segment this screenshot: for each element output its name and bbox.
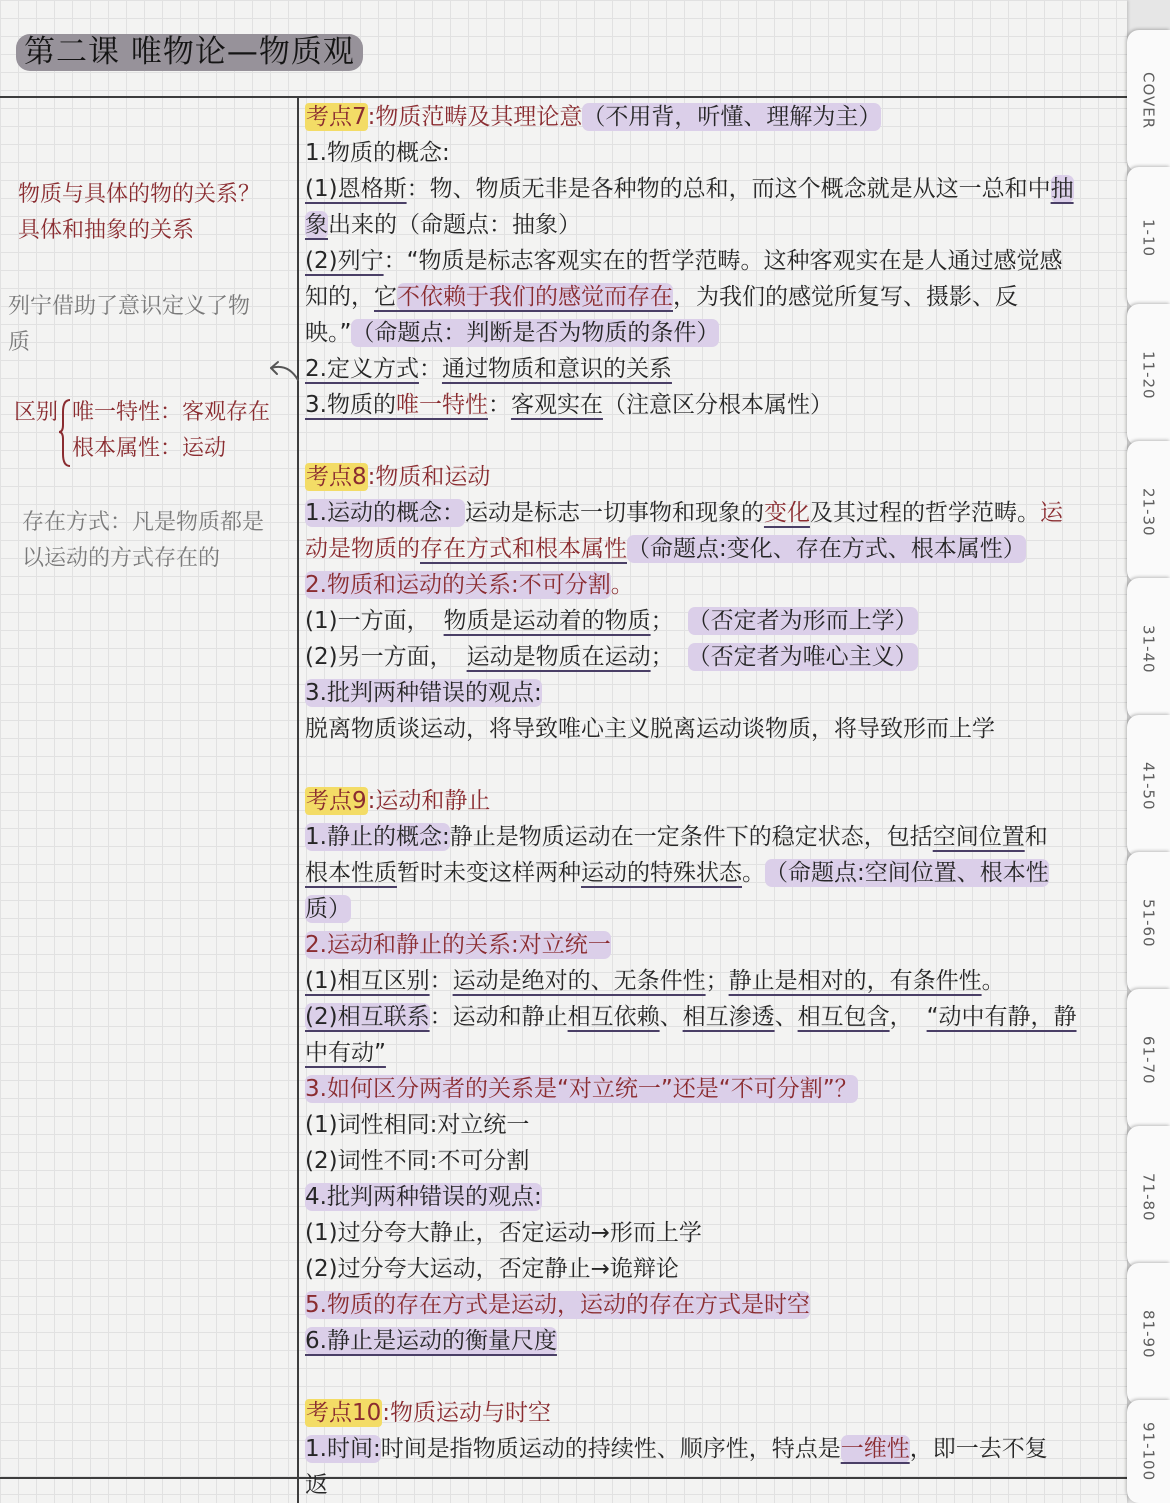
line-text: ：“物质是标志客观实在的哲学范畴。这种客观实在是人通过感觉感 [383, 248, 1063, 274]
note-line [305, 243, 1120, 279]
topic-title: :物质运动与时空 [382, 1400, 552, 1426]
proposition-note: （命题点：判断是否为物质的条件） [351, 320, 720, 346]
section-heading [305, 459, 1120, 495]
key-point: 3.如何区分两者的关系是“对立统一”还是“不可分割”？ [305, 1076, 858, 1102]
proposition-note: （否定者为形而上学） [687, 608, 918, 634]
note-line [305, 711, 1120, 747]
item-label: 1.时间: [305, 1436, 381, 1462]
item-label: 3.物质的 [305, 392, 396, 418]
line-text: ，为我们的感觉所复写、摄影、反 [673, 284, 1018, 310]
line-text: (2)过分夸大运动，否定静止→诡辩论 [305, 1256, 679, 1282]
key-term: 存在方式和根本属性 [420, 536, 627, 562]
item-label: 1.运动的概念： [305, 500, 465, 526]
note-line [305, 1251, 1120, 1287]
note-line [305, 279, 1120, 315]
line-text: 时间是指物质运动的持续性、顺序性，特点是 [380, 1436, 841, 1462]
note-line [305, 819, 1120, 855]
note-line [305, 639, 1120, 675]
key-term: 通过物质和意识的关系 [441, 356, 672, 382]
key-term: 变化 [763, 500, 810, 526]
section-heading [305, 99, 1120, 135]
tab-label: 1-10 [1139, 218, 1158, 258]
line-text: 。 [610, 572, 634, 598]
margin-note-lenin [8, 289, 250, 361]
topic-title: :运动和静止 [367, 788, 491, 814]
tab-label: 21-30 [1139, 487, 1158, 537]
topic-tag: 考点7 [306, 104, 367, 130]
item-label: 3.批判两种错误的观点: [305, 680, 542, 706]
item-label: 4.批判两种错误的观点: [305, 1184, 542, 1210]
tab-31-40[interactable] [1127, 578, 1170, 720]
item-label: (2)列宁 [305, 248, 384, 274]
tab-41-50[interactable] [1127, 715, 1170, 857]
tab-label: 11-20 [1139, 350, 1158, 400]
line-text: ，即一去不复 [909, 1436, 1048, 1462]
note-line [305, 1107, 1120, 1143]
brace-icon [58, 398, 72, 468]
line-text: ； [705, 968, 729, 994]
margin-note-difference-items [72, 395, 270, 467]
line-text: 和 [1024, 824, 1048, 850]
line-text: ：运动和静止 [429, 1004, 568, 1030]
line-text: 、 [659, 1004, 683, 1030]
line-text: 映。” [305, 320, 352, 346]
note-line [305, 1035, 1120, 1071]
line-text: 出来的（命题点：抽象） [328, 212, 581, 238]
tab-label: 91-100 [1139, 1421, 1158, 1482]
margin-note-relation [18, 177, 260, 249]
key-term: 一维性 [840, 1436, 910, 1462]
tab-71-80[interactable] [1127, 1126, 1170, 1268]
blank-line [305, 423, 1120, 459]
section-heading [305, 783, 1120, 819]
proposition-note: 质） [305, 896, 351, 922]
tab-label: 61-70 [1139, 1035, 1158, 1085]
note-line [305, 351, 1120, 387]
tab-label: 31-40 [1139, 624, 1158, 674]
line-text: (1)词性相同:对立统一 [305, 1112, 530, 1138]
tab-51-60[interactable] [1127, 852, 1170, 994]
key-term: 象 [305, 212, 328, 238]
margin-note-line: 存在方式：凡是物质都是 [22, 510, 265, 535]
margin-note-line: 质 [8, 330, 31, 355]
margin-note-existence [22, 505, 264, 577]
key-term: 空间位置 [932, 824, 1025, 850]
key-term: 抽 [1050, 176, 1074, 202]
key-point: 2.物质和运动的关系:不可分割 [305, 572, 611, 598]
line-text: ： [429, 968, 453, 994]
key-term: 运动的特殊状态 [581, 860, 742, 886]
line-text: 静止是物质运动在一定条件下的稳定状态，包括 [449, 824, 933, 850]
margin-note-line: 物质与具体的物的关系？ [18, 182, 261, 207]
line-text: ：物、物质无非是各种物的总和，而这个概念就是从这一总和中 [406, 176, 1051, 202]
line-text: 及其过程的哲学范畴。 [809, 500, 1040, 526]
tab-cover[interactable] [1127, 30, 1170, 172]
page-title: 第二课 唯物论—物质观 [16, 34, 363, 71]
note-line [305, 999, 1120, 1035]
topic-tag: 考点8 [306, 464, 367, 490]
topic-title: :物质和运动 [367, 464, 491, 490]
note-line [305, 495, 1120, 531]
topic-title: :物质范畴及其理论意 [367, 104, 583, 130]
tab-11-20[interactable] [1127, 304, 1170, 446]
margin-note-line: 根本属性：运动 [72, 436, 227, 461]
line-text: 暂时未变这样两种 [397, 860, 581, 886]
curved-arrow-icon [266, 360, 300, 384]
margin-note-line: 具体和抽象的关系 [18, 218, 195, 243]
key-term: 运动是物质在运动 [466, 644, 651, 670]
key-term: 运 [1039, 500, 1063, 526]
note-line [305, 1179, 1120, 1215]
note-line [305, 1143, 1120, 1179]
tab-label: 41-50 [1139, 761, 1158, 811]
note-line [305, 1071, 1120, 1107]
section-heading [305, 1395, 1120, 1431]
margin-note-label: 区别 [14, 400, 59, 425]
margin-note-line: 以运动的方式存在的 [22, 546, 221, 571]
note-line [305, 387, 1120, 423]
key-term: 唯一特性 [395, 392, 488, 418]
note-line [305, 1323, 1120, 1359]
tab-1-10[interactable] [1127, 167, 1170, 309]
margin-note-line: 唯一特性：客观存在 [72, 400, 271, 425]
item-label: (1)恩格斯 [305, 176, 407, 202]
proposition-note: （否定者为唯心主义） [687, 644, 918, 670]
tab-label: 51-60 [1139, 898, 1158, 948]
key-term: “动中有静，静 [926, 1004, 1077, 1030]
item-label: (2)相互联系 [305, 1004, 430, 1030]
key-term: 根本性质 [305, 860, 397, 886]
margin-divider [297, 97, 299, 1503]
item-label: 2.定义方式 [305, 356, 419, 382]
tab-label: COVER [1139, 72, 1158, 130]
tab-label: 81-90 [1139, 1309, 1158, 1359]
line-text: 。 [742, 860, 765, 886]
key-term: 客观实在 [510, 392, 603, 418]
line-text: (2)词性不同:不可分割 [305, 1148, 530, 1174]
note-line [305, 135, 1120, 171]
key-term: 静止是相对的，有条件性 [728, 968, 982, 994]
key-term: 不依赖于我们的感觉而存在 [397, 284, 673, 310]
line-text: （注意区分根本属性） [602, 392, 833, 418]
line-text: ， [889, 1004, 913, 1030]
key-term: 相互包含 [797, 1004, 890, 1030]
note-line [305, 567, 1120, 603]
line-text: ； [650, 608, 674, 634]
note-line [305, 1287, 1120, 1323]
topic-tag: 考点10 [306, 1400, 382, 1426]
tab-61-70[interactable] [1127, 989, 1170, 1131]
line-text: 1.物质的概念: [305, 140, 450, 166]
proposition-note: （命题点:变化、存在方式、根本属性） [627, 536, 1026, 562]
note-line [305, 315, 1120, 351]
key-term: 动是物质的 [305, 536, 420, 562]
line-text: ： [487, 392, 511, 418]
tab-21-30[interactable] [1127, 441, 1170, 583]
margin-note-line: 列宁借助了意识定义了物 [8, 294, 251, 319]
item-label: (1)相互区别 [305, 968, 430, 994]
item-label: 1.静止的概念: [305, 824, 450, 850]
note-line [305, 531, 1120, 567]
line-text: ； [650, 644, 674, 670]
line-text: (1)过分夸大静止，否定运动→形而上学 [305, 1220, 702, 1246]
key-term: 相互渗透 [682, 1004, 775, 1030]
note-line [305, 1431, 1120, 1467]
key-term: 运动是绝对的、无条件性 [452, 968, 706, 994]
tab-label: 71-80 [1139, 1172, 1158, 1222]
note-line [305, 963, 1120, 999]
note-line [305, 1215, 1120, 1251]
line-text: ： [418, 356, 442, 382]
topic-tag: 考点9 [306, 788, 367, 814]
note-line [305, 207, 1120, 243]
tab-81-90[interactable] [1127, 1263, 1170, 1405]
margin-note-difference [14, 395, 58, 431]
blank-line [305, 1359, 1120, 1395]
note-line [305, 1467, 1120, 1503]
note-line [305, 927, 1120, 963]
key-term: 相互依赖 [567, 1004, 660, 1030]
header-divider [0, 96, 1127, 98]
note-line [305, 603, 1120, 639]
line-text: 知的， [305, 284, 374, 310]
line-text: 它 [374, 284, 397, 310]
blank-line [305, 747, 1120, 783]
note-line [305, 675, 1120, 711]
line-text: 返 [305, 1472, 328, 1498]
note-line [305, 171, 1120, 207]
key-point: 2.运动和静止的关系:对立统一 [305, 932, 611, 958]
line-text: 运动是标志一切事物和现象的 [464, 500, 764, 526]
note-line [305, 891, 1120, 927]
topic-note: （不用背，听懂、理解为主） [582, 104, 882, 130]
proposition-note: （命题点:空间位置、根本性 [765, 860, 1049, 886]
key-term: 中有动” [305, 1040, 386, 1066]
line-text: 脱离物质谈运动，将导致唯心主义脱离运动谈物质，将导致形而上学 [305, 716, 995, 742]
key-point: 6.静止是运动的衡量尺度 [305, 1328, 557, 1354]
note-line [305, 855, 1120, 891]
tab-91-100[interactable] [1127, 1400, 1170, 1503]
key-term: 物质是运动着的物质 [443, 608, 651, 634]
item-label: (2)另一方面， [305, 644, 453, 670]
line-text: 、 [774, 1004, 798, 1030]
line-text: 。 [981, 968, 1005, 994]
item-label: (1)一方面， [305, 608, 430, 634]
notes-column [305, 99, 1120, 1503]
key-point: 5.物质的存在方式是运动，运动的存在方式是时空 [305, 1292, 810, 1318]
